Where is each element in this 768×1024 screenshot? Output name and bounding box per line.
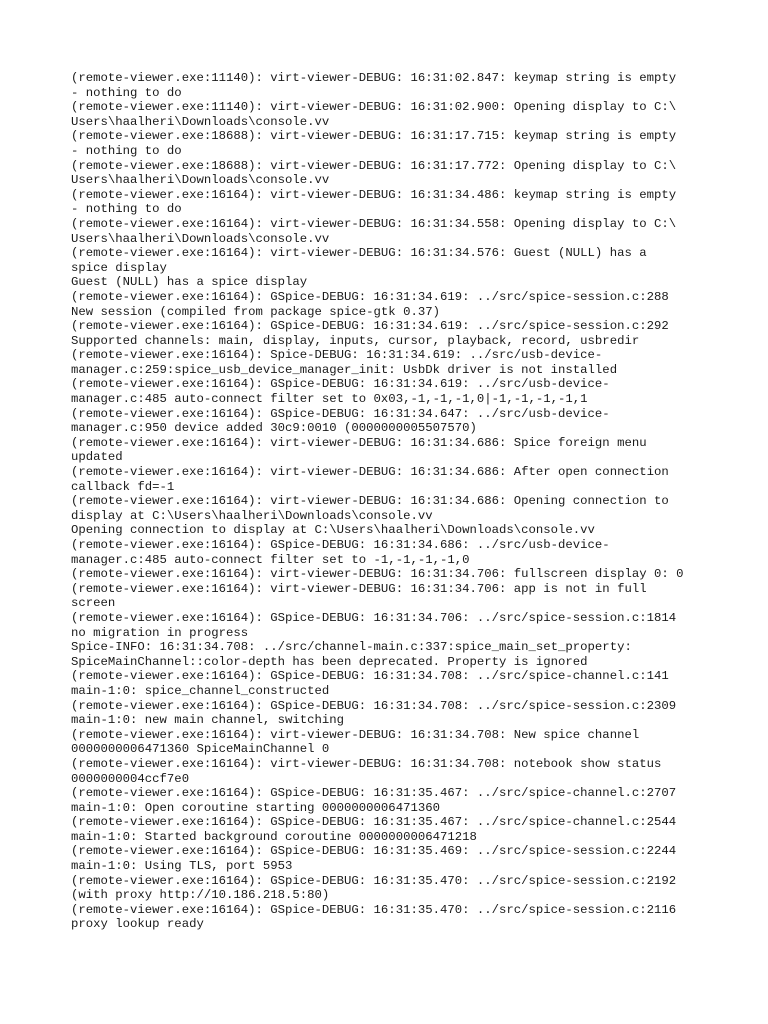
log-line: main-1:0: Open coroutine starting 0000000006471360 — [71, 800, 440, 815]
log-line: (remote-viewer.exe:16164): virt-viewer-DEBUG: 16:31:34.686: Opening connection to — [71, 494, 669, 509]
log-line: (remote-viewer.exe:16164): virt-viewer-DEBUG: 16:31:34.686: After open connection — [71, 465, 669, 480]
log-line: (remote-viewer.exe:16164): GSpice-DEBUG: 16:31:35.467: ../src/spice-channel.c:2544 — [71, 815, 677, 830]
log-line: Guest (NULL) has a spice display — [71, 275, 308, 290]
log-line: main-1:0: new main channel, switching — [71, 713, 345, 728]
log-line: (remote-viewer.exe:16164): GSpice-DEBUG: 16:31:34.706: ../src/spice-session.c:1814 — [71, 610, 677, 625]
log-line: (remote-viewer.exe:16164): GSpice-DEBUG: 16:31:34.619: ../src/spice-session.c:288 — [71, 289, 669, 304]
log-line: proxy lookup ready — [71, 917, 204, 932]
log-line: SpiceMainChannel::color-depth has been deprecated. Property is ignored — [71, 654, 588, 669]
log-line: (remote-viewer.exe:16164): GSpice-DEBUG: 16:31:35.470: ../src/spice-session.c:2116 — [71, 902, 677, 917]
log-line: manager.c:950 device added 30c9:0010 (0000000005507570) — [71, 421, 477, 436]
log-line: Users\haalheri\Downloads\console.vv — [71, 114, 330, 129]
log-line: (remote-viewer.exe:11140): virt-viewer-DEBUG: 16:31:02.847: keymap string is empty — [71, 71, 677, 85]
debug-log-text — [71, 71, 711, 932]
log-line: 0000000004ccf7e0 — [71, 771, 190, 786]
log-line: (remote-viewer.exe:16164): virt-viewer-DEBUG: 16:31:34.708: New spice channel — [71, 727, 640, 742]
log-line: main-1:0: spice_channel_constructed — [71, 683, 330, 698]
log-line: (remote-viewer.exe:16164): GSpice-DEBUG: 16:31:35.469: ../src/spice-session.c:2244 — [71, 844, 677, 859]
log-line: main-1:0: Using TLS, port 5953 — [71, 859, 293, 874]
log-line: Opening connection to display at C:\Users\haalheri\Downloads\console.vv — [71, 523, 595, 538]
log-line: Users\haalheri\Downloads\console.vv — [71, 231, 330, 246]
log-line: Users\haalheri\Downloads\console.vv — [71, 173, 330, 188]
log-line: spice display — [71, 260, 167, 275]
log-line: - nothing to do — [71, 143, 182, 158]
log-line: (remote-viewer.exe:16164): GSpice-DEBUG: 16:31:34.619: ../src/usb-device- — [71, 377, 610, 392]
log-line: main-1:0: Started background coroutine 0000000006471218 — [71, 829, 477, 844]
log-line: 0000000006471360 SpiceMainChannel 0 — [71, 742, 330, 757]
log-line: (remote-viewer.exe:18688): virt-viewer-DEBUG: 16:31:17.772: Opening display to C:\ — [71, 158, 677, 173]
log-line: (remote-viewer.exe:16164): GSpice-DEBUG: 16:31:34.647: ../src/usb-device- — [71, 406, 610, 421]
log-line: (with proxy http://10.186.218.5:80) — [71, 888, 330, 903]
log-line: updated — [71, 450, 123, 465]
log-line: (remote-viewer.exe:16164): virt-viewer-DEBUG: 16:31:34.708: notebook show status — [71, 756, 662, 771]
log-line: (remote-viewer.exe:16164): virt-viewer-DEBUG: 16:31:34.706: fullscreen display 0: 0 — [71, 567, 684, 582]
log-line: (remote-viewer.exe:16164): GSpice-DEBUG: 16:31:34.708: ../src/spice-channel.c:141 — [71, 669, 669, 684]
log-line: (remote-viewer.exe:18688): virt-viewer-DEBUG: 16:31:17.715: keymap string is empty — [71, 129, 677, 144]
log-line: (remote-viewer.exe:16164): Spice-DEBUG: 16:31:34.619: ../src/usb-device- — [71, 348, 603, 363]
log-line: - nothing to do — [71, 202, 182, 217]
log-line: (remote-viewer.exe:16164): GSpice-DEBUG: 16:31:34.708: ../src/spice-session.c:2309 — [71, 698, 677, 713]
log-line: no migration in progress — [71, 625, 249, 640]
log-line: screen — [71, 596, 116, 611]
log-line: - nothing to do — [71, 85, 182, 100]
log-line: (remote-viewer.exe:11140): virt-viewer-DEBUG: 16:31:02.900: Opening display to C:\ — [71, 100, 677, 115]
log-line: Spice-INFO: 16:31:34.708: ../src/channel-main.c:337:spice_main_set_property: — [71, 640, 632, 655]
log-line: manager.c:485 auto-connect filter set to -1,-1,-1,-1,0 — [71, 552, 470, 567]
log-line: (remote-viewer.exe:16164): GSpice-DEBUG: 16:31:34.686: ../src/usb-device- — [71, 538, 610, 552]
log-line: (remote-viewer.exe:16164): virt-viewer-DEBUG: 16:31:34.486: keymap string is empty — [71, 187, 677, 202]
log-line: (remote-viewer.exe:16164): GSpice-DEBUG: 16:31:35.467: ../src/spice-channel.c:2707 — [71, 786, 677, 801]
log-line: (remote-viewer.exe:16164): virt-viewer-DEBUG: 16:31:34.558: Opening display to C:\ — [71, 216, 677, 231]
log-line: (remote-viewer.exe:16164): virt-viewer-DEBUG: 16:31:34.686: Spice foreign menu — [71, 435, 647, 450]
log-line: callback fd=-1 — [71, 479, 175, 494]
log-line: Supported channels: main, display, inputs, cursor, playback, record, usbredir — [71, 333, 640, 348]
log-line: (remote-viewer.exe:16164): GSpice-DEBUG: 16:31:34.619: ../src/spice-session.c:292 — [71, 319, 669, 334]
log-line: manager.c:259:spice_usb_device_manager_init: UsbDk driver is not installed — [71, 362, 618, 377]
log-line: manager.c:485 auto-connect filter set to 0x03,-1,-1,-1,0|-1,-1,-1,-1,1 — [71, 392, 588, 407]
log-line: New session (compiled from package spice-gtk 0.37) — [71, 304, 440, 319]
log-line: (remote-viewer.exe:16164): virt-viewer-DEBUG: 16:31:34.576: Guest (NULL) has a — [71, 246, 647, 261]
log-line: display at C:\Users\haalheri\Downloads\console.vv — [71, 508, 433, 523]
log-line: (remote-viewer.exe:16164): GSpice-DEBUG: 16:31:35.470: ../src/spice-session.c:2192 — [71, 873, 677, 888]
log-line: (remote-viewer.exe:16164): virt-viewer-DEBUG: 16:31:34.706: app is not in full — [71, 581, 647, 596]
